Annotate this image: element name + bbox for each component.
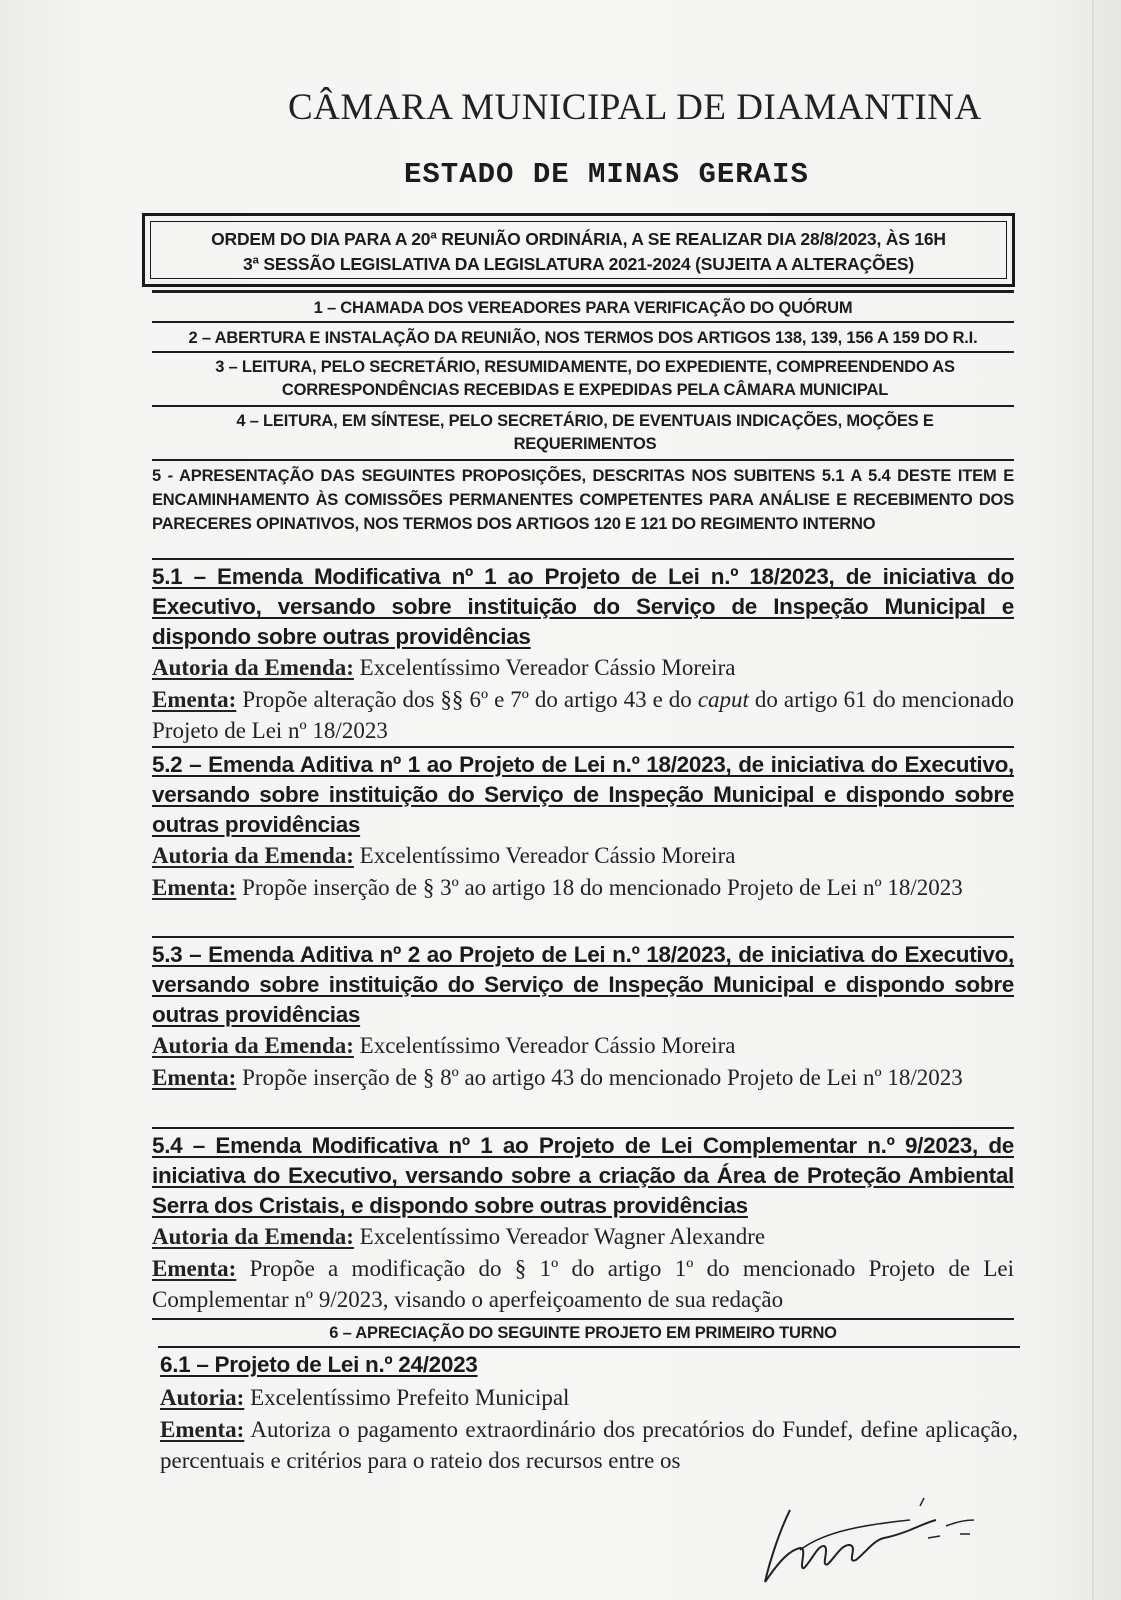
agenda-header-line1: ORDEM DO DIA PARA A 20ª REUNIÃO ORDINÁRIA, A SE REALIZAR DIA 28/8/2023, ÀS 16H (211, 229, 946, 249)
subitem-5-1-heading: 5.1 – Emenda Modificativa nº 1 ao Projeto de Lei n.º 18/2023, de iniciativa do Executivo, versando sobre instituição do Serviço de Inspeção Municipal e dispondo sobre outras providências (152, 564, 1014, 649)
subitem-5-3-ementa (152, 1062, 1014, 1093)
subitem-5-4-ementa (152, 1253, 1014, 1315)
state-title: ESTADO DE MINAS GERAIS (404, 158, 809, 191)
divider (152, 321, 1014, 323)
ementa-text: Propõe a modificação do § 1º do artigo 1º do mencionado Projeto de Lei Complementar nº 9/2023, visando o aperfeiçoamento de sua redação (152, 1256, 1014, 1312)
subitem-5-4-heading: 5.4 – Emenda Modificativa nº 1 ao Projeto de Lei Complementar n.º 9/2023, de iniciativa do Executivo, versando sobre a criação da Área de Proteção Ambiental Serra dos Cristais, e dispondo sobre outras providências (152, 1133, 1014, 1218)
author-name: Excelentíssimo Vereador Wagner Alexandre (353, 1224, 766, 1249)
agenda-item-2: 2 – ABERTURA E INSTALAÇÃO DA REUNIÃO, NOS TERMOS DOS ARTIGOS 138, 139, 156 A 159 DO R.I. (188, 329, 978, 347)
ementa-label: Ementa: (160, 1417, 245, 1442)
ementa-label: Ementa: (152, 1065, 237, 1090)
autoria-emenda-label: Autoria da Emenda: (152, 843, 354, 868)
subitem-5-1-author (152, 652, 1014, 683)
agenda-item-3: 3 – LEITURA, PELO SECRETÁRIO, RESUMIDAMENTE, DO EXPEDIENTE, COMPREENDENDO AS CORRESPONDÊNCIAS RECEBIDAS E EXPEDIDAS PELA CÂMARA MUNICIPAL (215, 358, 955, 399)
ementa-label: Ementa: (152, 1256, 237, 1281)
ementa-text: Propõe alteração dos §§ 6º e 7º do artigo 43 e do (236, 687, 698, 712)
agenda-item-1: 1 – CHAMADA DOS VEREADORES PARA VERIFICAÇÃO DO QUÓRUM (313, 299, 853, 317)
subitem-6-1-author (160, 1382, 1018, 1413)
divider (152, 936, 1014, 938)
divider (152, 405, 1014, 407)
author-name: Excelentíssimo Prefeito Municipal (244, 1385, 570, 1410)
autoria-emenda-label: Autoria da Emenda: (152, 655, 354, 680)
divider (152, 351, 1014, 353)
ementa-text: Propõe inserção de § 3º ao artigo 18 do mencionado Projeto de Lei nº 18/2023 (236, 875, 963, 900)
ementa-text: do artigo 61 do mencionado Projeto de Lei nº 18/2023 (152, 687, 1014, 743)
autoria-label: Autoria: (160, 1385, 245, 1410)
agenda-header-box (142, 213, 1015, 287)
agenda-header-text (150, 221, 1007, 279)
autoria-emenda-label: Autoria da Emenda: (152, 1033, 354, 1058)
subitem-5-3-author (152, 1030, 1014, 1061)
agenda-item-6: 6 – APRECIAÇÃO DO SEGUINTE PROJETO EM PRIMEIRO TURNO (329, 1324, 837, 1342)
divider (152, 1127, 1014, 1129)
subitem-6-1-heading-text: 6.1 – Projeto de Lei n.º 24/2023 (160, 1352, 478, 1377)
author-name: Excelentíssimo Vereador Cássio Moreira (353, 655, 736, 680)
ementa-italic-text: caput (697, 687, 749, 712)
ementa-text: Propõe inserção de § 8º ao artigo 43 do mencionado Projeto de Lei nº 18/2023 (236, 1065, 963, 1090)
author-name: Excelentíssimo Vereador Cássio Moreira (353, 843, 736, 868)
ementa-label: Ementa: (152, 875, 237, 900)
subitem-5-2-author (152, 840, 1014, 871)
agenda-header-line2: 3ª SESSÃO LEGISLATIVA DA LEGISLATURA 2021-2024 (SUJEITA A ALTERAÇÕES) (242, 254, 915, 274)
divider (152, 558, 1014, 560)
agenda-item-4: 4 – LEITURA, EM SÍNTESE, PELO SECRETÁRIO, DE EVENTUAIS INDICAÇÕES, MOÇÕES E REQUERIMENTOS (236, 412, 934, 453)
subitem-5-3-heading: 5.3 – Emenda Aditiva nº 2 ao Projeto de Lei n.º 18/2023, de iniciativa do Executivo, versando sobre instituição do Serviço de Inspeção Municipal e dispondo sobre outras providências (152, 942, 1014, 1027)
ementa-text: Autoriza o pagamento extraordinário dos precatórios do Fundef, define aplicação, percentuais e critérios para o rateio dos recursos entre os (160, 1417, 1018, 1473)
subitem-5-4-author (152, 1221, 1014, 1252)
subitem-5-1-ementa (152, 684, 1014, 746)
subitem-5-2-heading: 5.2 – Emenda Aditiva nº 1 ao Projeto de Lei n.º 18/2023, de iniciativa do Executivo, versando sobre instituição do Serviço de Inspeção Municipal e dispondo sobre outras providências (152, 752, 1014, 837)
paper-fold (1092, 0, 1094, 1600)
divider (152, 290, 1014, 293)
agenda-item-5: 5 - APRESENTAÇÃO DAS SEGUINTES PROPOSIÇÕES, DESCRITAS NOS SUBITENS 5.1 A 5.4 DESTE ITEM E ENCAMINHAMENTO ÀS COMISSÕES PERMANENTES COMPETENTES PARA ANÁLISE E RECEBIMENTO DOS PARECERES OPINATIVOS, NOS TERMOS DOS ARTIGOS 120 E 121 DO REGIMENTO INTERNO (152, 467, 1014, 533)
divider (152, 1318, 1014, 1320)
divider (152, 746, 1014, 748)
subitem-6-1-heading (160, 1350, 1022, 1380)
divider (158, 1346, 1020, 1348)
autoria-emenda-label: Autoria da Emenda: (152, 1224, 354, 1249)
ementa-label: Ementa: (152, 687, 237, 712)
chamber-title: CÂMARA MUNICIPAL DE DIAMANTINA (288, 87, 982, 128)
subitem-6-1-ementa (160, 1414, 1018, 1476)
subitem-5-2-ementa (152, 872, 1014, 903)
divider (152, 459, 1014, 461)
author-name: Excelentíssimo Vereador Cássio Moreira (353, 1033, 736, 1058)
handwritten-signature (760, 1490, 1020, 1590)
